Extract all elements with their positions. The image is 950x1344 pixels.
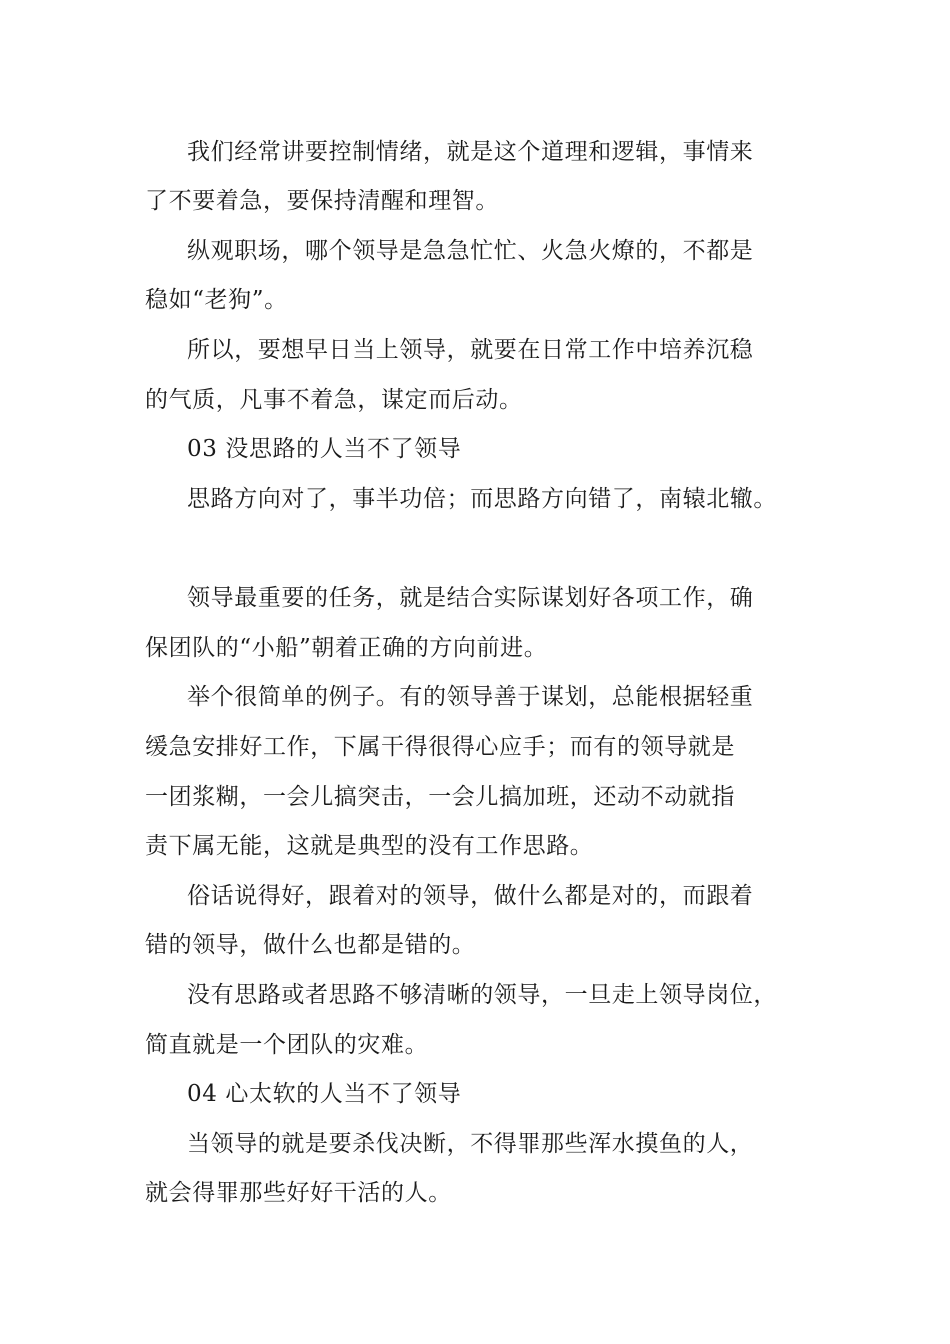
paragraph-line: 简直就是一个团队的灾难。 xyxy=(145,1032,429,1058)
paragraph-line: 我们经常讲要控制情绪，就是这个道理和逻辑，事情来 xyxy=(187,139,754,165)
paragraph-line: 责下属无能，这就是典型的没有工作思路。 xyxy=(145,833,594,859)
paragraph-line: 没有思路或者思路不够清晰的领导，一旦走上领导岗位， xyxy=(187,982,777,1008)
paragraph-line: 的气质，凡事不着急，谋定而后动。 xyxy=(145,387,523,413)
paragraph-line: 领导最重要的任务，就是结合实际谋划好各项工作，确 xyxy=(187,585,754,611)
paragraph-line: 就会得罪那些好好干活的人。 xyxy=(145,1180,452,1206)
paragraph-line: 错的领导，做什么也都是错的。 xyxy=(145,932,476,958)
section-heading: 03 没思路的人当不了领导 xyxy=(187,436,462,462)
paragraph-line: 举个很简单的例子。有的领导善于谋划，总能根据轻重 xyxy=(187,684,754,710)
paragraph-line: 俗话说得好，跟着对的领导，做什么都是对的，而跟着 xyxy=(187,883,754,909)
section-heading: 04 心太软的人当不了领导 xyxy=(187,1081,462,1107)
paragraph-line: 所以，要想早日当上领导，就要在日常工作中培养沉稳 xyxy=(187,337,754,363)
paragraph-line: 保团队的“小船”朝着正确的方向前进。 xyxy=(145,635,548,661)
paragraph-line: 当领导的就是要杀伐决断，不得罪那些浑水摸鱼的人， xyxy=(187,1131,754,1157)
paragraph-line: 稳如“老狗”。 xyxy=(145,287,288,313)
paragraph-line: 思路方向对了，事半功倍；而思路方向错了，南辕北辙。 xyxy=(187,486,777,512)
paragraph-line: 纵观职场，哪个领导是急急忙忙、火急火燎的，不都是 xyxy=(187,238,754,264)
paragraph-line: 了不要着急，要保持清醒和理智。 xyxy=(145,188,499,214)
paragraph-line: 缓急安排好工作，下属干得很得心应手；而有的领导就是 xyxy=(145,734,735,760)
paragraph-line: 一团浆糊，一会儿搞突击，一会儿搞加班，还动不动就指 xyxy=(145,784,735,810)
